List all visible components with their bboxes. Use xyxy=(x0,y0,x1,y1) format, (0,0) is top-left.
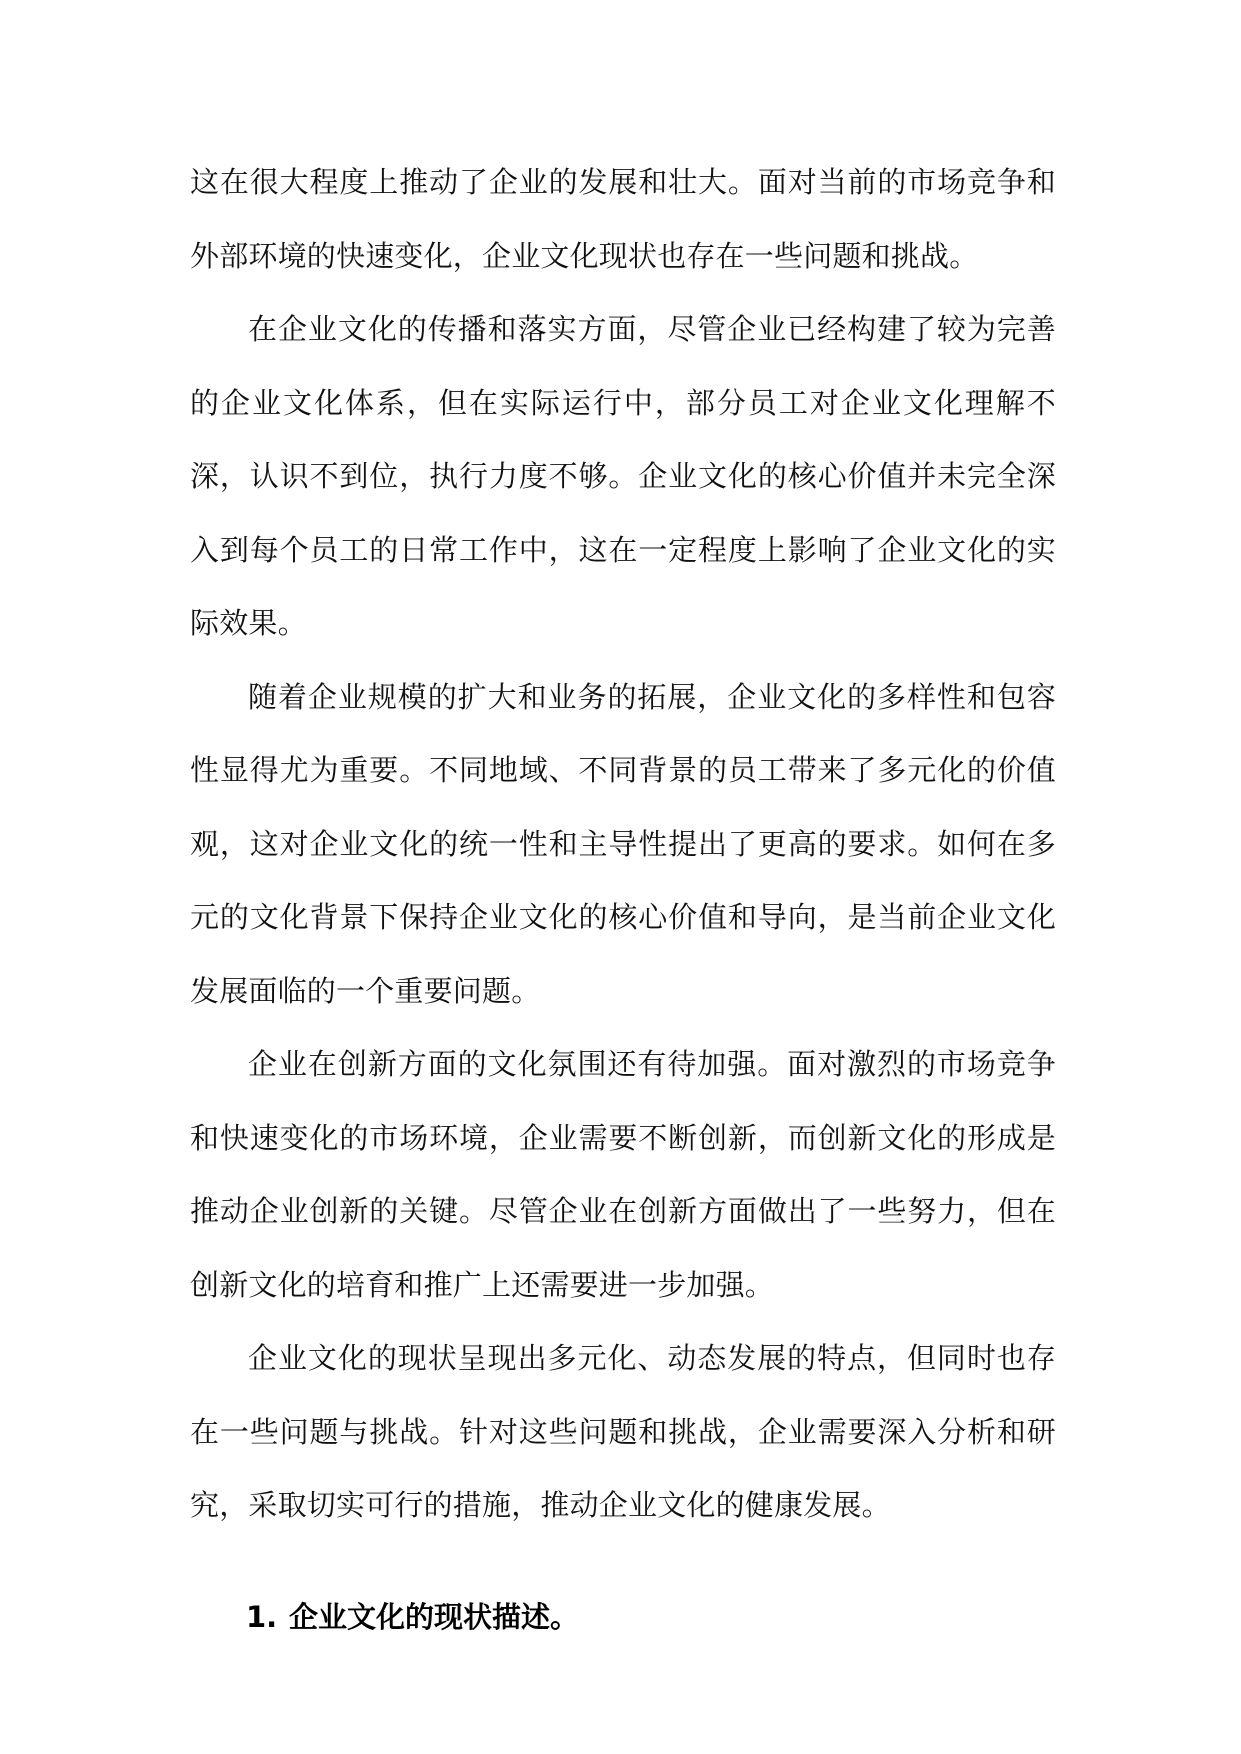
section-heading xyxy=(190,1581,1056,1654)
paragraph-innovation-culture: 企业在创新方面的文化氛围还有待加强。面对激烈的市场竞争和快速变化的市场环境，企业需要不断创新，而创新文化的形成是推动企业创新的关键。尽管企业在创新方面做出了一些努力，但在创新文化的培育和推广上还需要进一步加强。 xyxy=(190,1047,1056,1302)
paragraph-culture-diversity: 随着企业规模的扩大和业务的拓展，企业文化的多样性和包容性显得尤为重要。不同地域、不同背景的员工带来了多元化的价值观，这对企业文化的统一性和主导性提出了更高的要求。如何在多元的文化背景下保持企业文化的核心价值和导向，是当前企业文化发展面临的一个重要问题。 xyxy=(190,679,1056,1008)
paragraph-culture-implementation: 在企业文化的传播和落实方面，尽管企业已经构建了较为完善的企业文化体系，但在实际运行中，部分员工对企业文化理解不深，认识不到位，执行力度不够。企业文化的核心价值并未完全深入到每个员工的日常工作中，这在一定程度上影响了企业文化的实际效果。 xyxy=(190,312,1056,640)
section-number: 1. xyxy=(246,1599,278,1634)
section-title: 企业文化的现状描述。 xyxy=(289,1599,580,1634)
document-body xyxy=(190,146,1056,1654)
paragraph-continuation: 这在很大程度上推动了企业的发展和壮大。面对当前的市场竞争和外部环境的快速变化，企业文化现状也存在一些问题和挑战。 xyxy=(190,165,1056,273)
paragraph-summary: 企业文化的现状呈现出多元化、动态发展的特点，但同时也存在一些问题与挑战。针对这些问题和挑战，企业需要深入分析和研究，采取切实可行的措施，推动企业文化的健康发展。 xyxy=(190,1341,1056,1522)
